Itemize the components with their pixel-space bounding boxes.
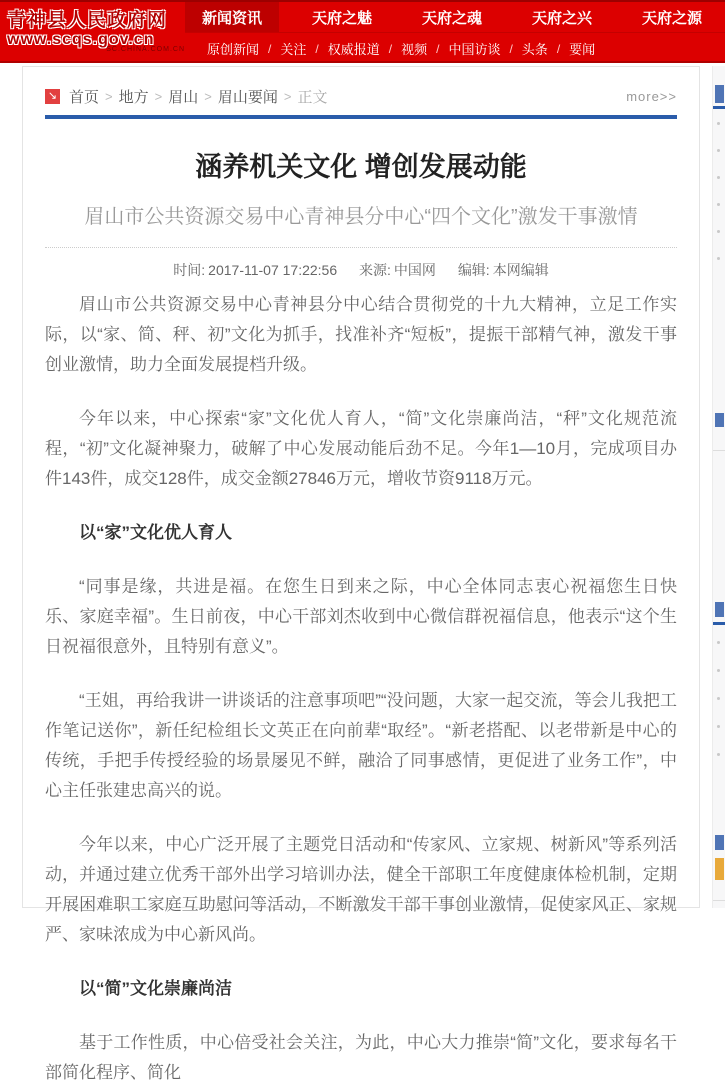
right-sidebar-sliver — [712, 66, 725, 908]
sidebar-header-accent — [715, 85, 724, 103]
subnav-separator: / — [388, 41, 393, 56]
sidebar-header-accent — [715, 602, 724, 617]
article-title: 涵养机关文化 增创发展动能 — [195, 152, 527, 182]
breadcrumb-current: 正文 — [297, 88, 328, 106]
main-nav-item[interactable]: 天府之魂 — [421, 9, 482, 27]
sub-nav-item[interactable]: 中国访谈 — [448, 42, 501, 57]
article-meta — [45, 260, 677, 280]
subnav-separator: / — [556, 41, 561, 56]
section-heading: 以“简”文化崇廉尚洁 — [79, 979, 232, 998]
sidebar-list-bullet — [717, 753, 720, 756]
meta-time-label: 时间: — [173, 262, 206, 278]
sidebar-list-bullet — [717, 230, 720, 233]
sidebar-border — [713, 450, 725, 451]
sub-nav — [198, 34, 725, 63]
breadcrumb-separator: > — [204, 88, 212, 104]
article-paragraph: 今年以来，中心广泛开展了主题党日活动和“传家风、立家规、树新风”等系列活动，并通过建立优秀干部外出学习培训办法，健全干部职工年度健康体检机制，定期开展困难职工家庭互助慰问等活动，不断激发干部干事创业激情，促使家风正、家规严、家味浓成为中心新风尚。 — [45, 835, 677, 944]
meta-source — [359, 262, 436, 278]
main-nav-item[interactable]: 天府之源 — [641, 9, 702, 27]
subnav-separator: / — [436, 41, 440, 56]
breadcrumb-link[interactable]: 首页 — [69, 88, 100, 106]
more-link[interactable]: more>> — [626, 88, 677, 104]
site-logo-subtext: SC.CHINA.COM.CN — [106, 46, 185, 53]
sidebar-header-underline — [713, 622, 725, 625]
sidebar-list-bullet — [717, 641, 720, 644]
sub-nav-item[interactable]: 原创新闻 — [207, 42, 260, 57]
subnav-separator: / — [315, 41, 319, 56]
sub-nav-item[interactable]: 视频 — [401, 42, 428, 57]
meta-source-value: 中国网 — [393, 262, 436, 278]
sidebar-list-bullet — [717, 725, 720, 728]
breadcrumb-arrow-icon: ↘ — [45, 89, 60, 104]
article-paragraph: 基于工作性质，中心倍受社会关注，为此，中心大力推崇“简”文化，要求每名干部简化程序、简化 — [45, 1033, 677, 1082]
sidebar-list-bullet — [717, 203, 720, 206]
breadcrumb-link[interactable]: 地方 — [118, 88, 149, 106]
breadcrumb-separator: > — [283, 88, 292, 104]
sidebar-list-bullet — [717, 122, 720, 125]
breadcrumb-separator: > — [105, 88, 113, 104]
sub-nav-item[interactable]: 关注 — [280, 42, 307, 57]
main-nav-item[interactable]: 天府之兴 — [531, 9, 592, 27]
article-paragraph: “同事是缘，共进是福。在您生日到来之际，中心全体同志衷心祝福您生日快乐、家庭幸福”。生日前夜，中心干部刘杰收到中心微信群祝福信息，他表示“这个生日祝福很意外，且特别有意义”。 — [45, 577, 677, 656]
sidebar-list-bullet — [717, 257, 720, 260]
meta-editor-label: 编辑: — [457, 262, 490, 278]
sidebar-list-bullet — [717, 176, 720, 179]
meta-editor-value: 本网编辑 — [492, 262, 549, 278]
article-paragraph: 今年以来，中心探索“家”文化优人育人，“简”文化崇廉尚洁，“秤”文化规范流程，“初”文化凝神聚力，破解了中心发展动能后劲不足。今年1—10月，完成项目办件143件，成交128件，成交金额27846万元，增收节资9118万元。 — [45, 409, 677, 488]
site-logo[interactable] — [7, 5, 185, 53]
meta-editor — [458, 262, 549, 278]
sub-nav-item[interactable]: 权威报道 — [327, 42, 380, 57]
article-body — [45, 290, 677, 1088]
sub-nav-item[interactable]: 头条 — [521, 42, 548, 57]
main-nav-item[interactable]: 天府之魅 — [311, 9, 372, 27]
meta-time-value: 2017-11-07 17:22:56 — [208, 262, 338, 278]
article-paragraph: 眉山市公共资源交易中心青神县分中心结合贯彻党的十九大精神，立足工作实际，以“家、简、秤、初”文化为抓手，找准补齐“短板”，提振干部精气神，激发干事创业激情，助力全面发展提档升级。 — [45, 295, 677, 374]
content-panel — [22, 66, 700, 1082]
sidebar-list-bullet — [717, 149, 720, 152]
sidebar-border — [713, 900, 725, 901]
dotted-divider — [45, 247, 677, 248]
breadcrumb-link[interactable]: 眉山要闻 — [217, 88, 278, 106]
sidebar-header-accent — [715, 835, 724, 850]
site-logo-url: www.scqs.gov.cn — [7, 31, 155, 48]
section-heading: 以“家”文化优人育人 — [79, 523, 232, 542]
sidebar-thumbnail-fragment — [715, 858, 724, 880]
sidebar-list-bullet — [717, 669, 720, 672]
article-paragraph: “王姐，再给我讲一讲谈话的注意事项吧”“没问题，大家一起交流，等会儿我把工作笔记送你”，新任纪检组长文英正在向前辈“取经”。“新老搭配、以老带新是中心的传统，手把手传授经验的场景屡见不鲜，融洽了同事感情，更促进了业务工作”，中心主任张建忠高兴的说。 — [45, 691, 677, 800]
breadcrumb-link[interactable]: 眉山 — [168, 88, 199, 106]
subnav-separator: / — [268, 41, 272, 56]
sidebar-list-bullet — [717, 697, 720, 700]
meta-time — [173, 262, 337, 278]
site-logo-title: 青神县人民政府网 — [7, 10, 168, 31]
article-subtitle: 眉山市公共资源交易中心青神县分中心“四个文化”激发干事激情 — [84, 206, 638, 228]
main-nav — [185, 2, 725, 33]
breadcrumb-separator: > — [154, 88, 163, 104]
main-nav-item[interactable]: 新闻资讯 — [185, 2, 279, 32]
subnav-separator: / — [509, 41, 513, 56]
sidebar-header-accent — [715, 413, 724, 427]
sidebar-header-underline — [713, 106, 725, 109]
breadcrumb-links — [69, 86, 327, 107]
site-header — [0, 0, 725, 63]
meta-source-label: 来源: — [359, 262, 391, 278]
blue-divider — [45, 115, 677, 119]
sub-nav-item[interactable]: 要闻 — [569, 42, 596, 57]
breadcrumb — [45, 85, 677, 107]
